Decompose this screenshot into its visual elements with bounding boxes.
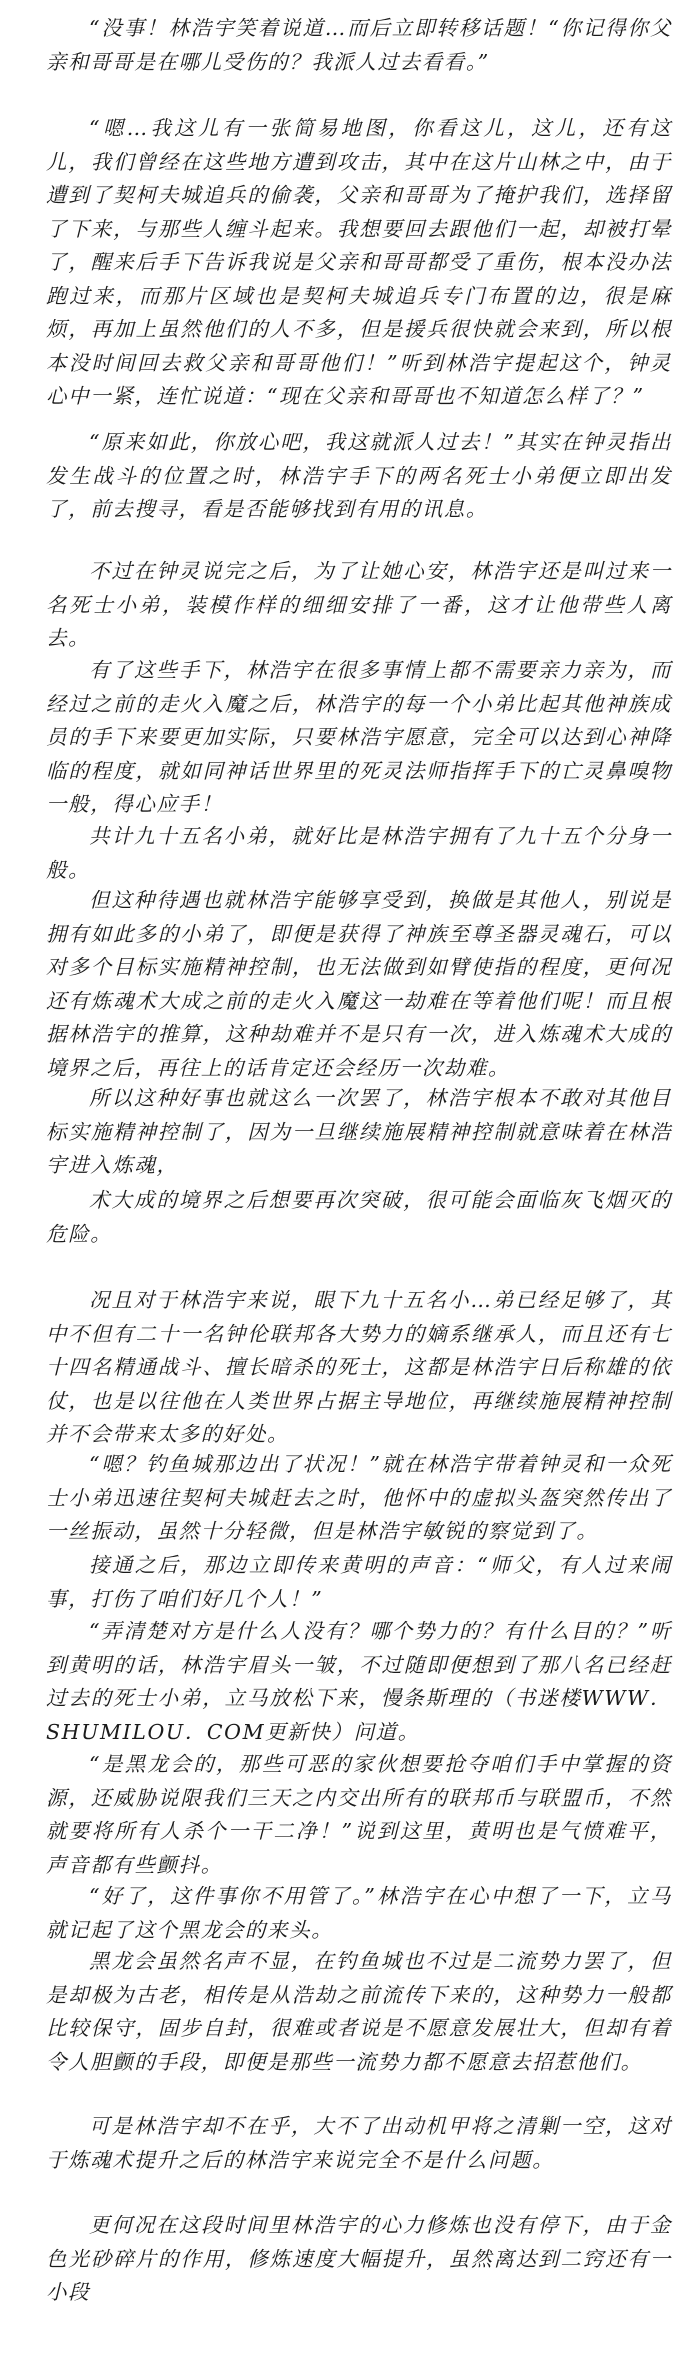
paragraph-13: “弄清楚对方是什么人没有？哪个势力的？有什么目的？”听到黄明的话，林浩宇眉头一皱，不过随即便想到了那八名已经赶过去的死士小弟，立马放松下来，慢条斯理的（书迷楼WWW．SHUMILOU．COM更新快）问道。 <box>46 1619 672 1744</box>
paragraph-1: “没事！林浩宇笑着说道…而后立即转移话题！“你记得你父亲和哥哥是在哪儿受伤的？我派人过去看看。” <box>46 16 672 74</box>
paragraph-10: 况且对于林浩宇来说，眼下九十五名小…弟已经足够了，其中不但有二十一名钟伦联邦各大势力的嫡系继承人，而且还有七十四名精通战斗、擅长暗杀的死士，这都是林浩宇日后称雄的依仗，也是以往他在人类世界占据主导地位，再继续施展精神控制并不会带来太多的好处。 <box>46 1288 672 1446</box>
paragraph-3: “原来如此，你放心吧，我这就派人过去！”其实在钟灵指出发生战斗的位置之时，林浩宇手下的两名死士小弟便立即出发了，前去搜寻，看是否能够找到有用的讯息。 <box>46 430 672 521</box>
paragraph-8: 所以这种好事也就这么一次罢了，林浩宇根本不敢对其他目标实施精神控制了，因为一旦继续施展精神控制就意味着在林浩宇进入炼魂， <box>46 1086 672 1177</box>
paragraph-14: “是黑龙会的，那些可恶的家伙想要抢夺咱们手中掌握的资源，还威胁说限我们三天之内交出所有的联邦币与联盟币，不然就要将所有人杀个一干二净！”说到这里，黄明也是气愤难平，声音都有些颤抖。 <box>46 1752 672 1877</box>
paragraph-18: 更何况在这段时间里林浩宇的心力修炼也没有停下，由于金色光砂碎片的作用，修炼速度大幅提升，虽然离达到二窍还有一小段 <box>46 2213 672 2304</box>
paragraph-16: 黑龙会虽然名声不显，在钓鱼城也不过是二流势力罢了，但是却极为古老，相传是从浩劫之前流传下来的，这种势力一般都比较保守，固步自封，很难或者说是不愿意发展壮大，但却有着令人胆颤的手段，即便是那些一流势力都不愿意去招惹他们。 <box>46 1949 672 2074</box>
paragraph-9: 术大成的境界之后想要再次突破，很可能会面临灰飞烟灭的危险。 <box>46 1188 672 1246</box>
paragraph-4: 不过在钟灵说完之后，为了让她心安，林浩宇还是叫过来一名死士小弟，装模作样的细细安排了一番，这才让他带些人离去。 <box>46 559 672 650</box>
paragraph-11: “嗯？钓鱼城那边出了状况！”就在林浩宇带着钟灵和一众死士小弟迅速往契柯夫城赶去之时，他怀中的虚拟头盔突然传出了一丝振动，虽然十分轻微，但是林浩宇敏锐的察觉到了。 <box>46 1452 672 1543</box>
paragraph-17: 可是林浩宇却不在乎，大不了出动机甲将之清剿一空，这对于炼魂术提升之后的林浩宇来说完全不是什么问题。 <box>46 2114 672 2172</box>
paragraph-5: 有了这些手下，林浩宇在很多事情上都不需要亲力亲为，而经过之前的走火入魔之后，林浩宇的每一个小弟比起其他神族成员的手下来要更加实际，只要林浩宇愿意，完全可以达到心神降临的程度，就如同神话世界里的死灵法师指挥手下的亡灵鼻嗅物一般，得心应手！ <box>46 658 672 816</box>
paragraph-12: 接通之后，那边立即传来黄明的声音：“师父，有人过来闹事，打伤了咱们好几个人！” <box>46 1553 672 1611</box>
paragraph-2: “嗯…我这儿有一张简易地图，你看这儿，这儿，还有这儿，我们曾经在这些地方遭到攻击，其中在这片山林之中，由于遭到了契柯夫城追兵的偷袭，父亲和哥哥为了掩护我们，选择留了下来，与那些人缠斗起来。我想要回去跟他们一起，却被打晕了，醒来后手下告诉我说是父亲和哥哥都受了重伤，根本没办法跑过来，而那片区域也是契柯夫城追兵专门布置的边，很是麻烦，再加上虽然他们的人不多，但是援兵很快就会来到，所以根本没时间回去救父亲和哥哥他们！”听到林浩宇提起这个，钟灵心中一紧，连忙说道：“现在父亲和哥哥也不知道怎么样了？” <box>46 116 672 408</box>
paragraph-15: “好了，这件事你不用管了。”林浩宇在心中想了一下，立马就记起了这个黑龙会的来头。 <box>46 1884 672 1942</box>
paragraph-6: 共计九十五名小弟，就好比是林浩宇拥有了九十五个分身一般。 <box>46 824 672 882</box>
paragraph-7: 但这种待遇也就林浩宇能够享受到，换做是其他人，别说是拥有如此多的小弟了，即便是获得了神族至尊圣器灵魂石，可以对多个目标实施精神控制，也无法做到如臂使指的程度，更何况还有炼魂术大成之前的走火入魔这一劫难在等着他们呢！而且根据林浩宇的推算，这种劫难并不是只有一次，进入炼魂术大成的境界之后，再往上的话肯定还会经历一次劫难。 <box>46 888 672 1080</box>
